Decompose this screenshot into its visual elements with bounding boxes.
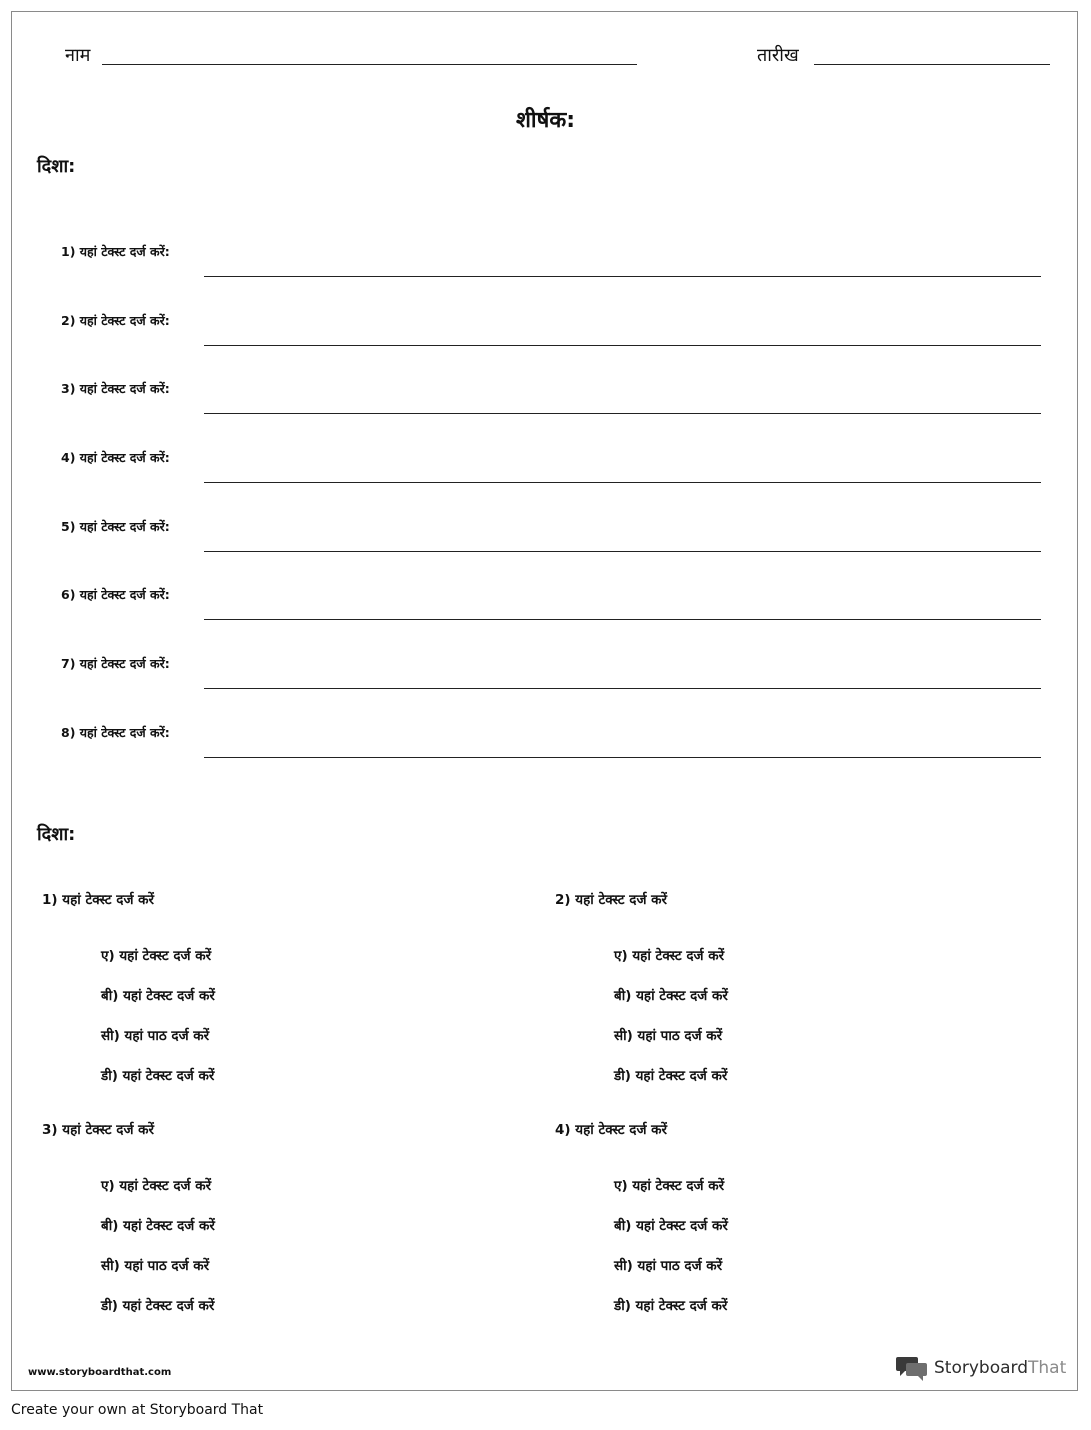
mc-question-label: 3) यहां टेक्स्ट दर्ज करें — [42, 1122, 155, 1138]
brand-name — [934, 1358, 1066, 1378]
answer-line[interactable] — [204, 482, 1041, 483]
mc-option[interactable]: बी) यहां टेक्स्ट दर्ज करें — [614, 988, 728, 1004]
question-label: 7) यहां टेक्स्ट दर्ज करें: — [61, 656, 170, 671]
question-label: 1) यहां टेक्स्ट दर्ज करें: — [61, 244, 170, 259]
mc-option[interactable]: बी) यहां टेक्स्ट दर्ज करें — [101, 1218, 215, 1234]
answer-line[interactable] — [204, 551, 1041, 552]
mc-option[interactable]: सी) यहां पाठ दर्ज करें — [101, 1258, 210, 1274]
mc-question-label: 4) यहां टेक्स्ट दर्ज करें — [555, 1122, 668, 1138]
answer-line[interactable] — [204, 757, 1041, 758]
answer-line[interactable] — [204, 276, 1041, 277]
mc-option[interactable]: ए) यहां टेक्स्ट दर्ज करें — [101, 948, 212, 964]
date-label: तारीख — [757, 45, 799, 66]
brand-name-dark: Storyboard — [934, 1358, 1028, 1378]
brand-name-light: That — [1028, 1358, 1067, 1378]
mc-option[interactable]: ए) यहां टेक्स्ट दर्ज करें — [614, 1178, 725, 1194]
speech-bubbles-icon — [896, 1354, 928, 1382]
answer-line[interactable] — [204, 345, 1041, 346]
storyboardthat-logo[interactable] — [896, 1354, 1066, 1382]
question-label: 3) यहां टेक्स्ट दर्ज करें: — [61, 381, 170, 396]
name-line[interactable] — [102, 64, 637, 65]
question-label: 4) यहां टेक्स्ट दर्ज करें: — [61, 450, 170, 465]
worksheet-page — [11, 11, 1078, 1391]
create-your-own-link[interactable]: Create your own at Storyboard That — [11, 1402, 264, 1418]
footer-url[interactable]: www.storyboardthat.com — [28, 1367, 172, 1378]
mc-option[interactable]: डी) यहां टेक्स्ट दर्ज करें — [614, 1298, 728, 1314]
mc-option[interactable]: बी) यहां टेक्स्ट दर्ज करें — [101, 988, 215, 1004]
answer-line[interactable] — [204, 413, 1041, 414]
question-label: 6) यहां टेक्स्ट दर्ज करें: — [61, 587, 170, 602]
mc-option[interactable]: डी) यहां टेक्स्ट दर्ज करें — [101, 1298, 215, 1314]
question-label: 8) यहां टेक्स्ट दर्ज करें: — [61, 725, 170, 740]
answer-line[interactable] — [204, 688, 1041, 689]
mc-option[interactable]: डी) यहां टेक्स्ट दर्ज करें — [614, 1068, 728, 1084]
section2-direction: दिशा: — [37, 824, 76, 845]
mc-option[interactable]: ए) यहां टेक्स्ट दर्ज करें — [614, 948, 725, 964]
mc-question-label: 1) यहां टेक्स्ट दर्ज करें — [42, 892, 155, 908]
name-label: नाम — [65, 45, 91, 66]
worksheet-title: शीर्षक: — [515, 108, 576, 133]
mc-option[interactable]: सी) यहां पाठ दर्ज करें — [101, 1028, 210, 1044]
date-line[interactable] — [814, 64, 1050, 65]
mc-option[interactable]: सी) यहां पाठ दर्ज करें — [614, 1258, 723, 1274]
question-label: 2) यहां टेक्स्ट दर्ज करें: — [61, 313, 170, 328]
mc-option[interactable]: सी) यहां पाठ दर्ज करें — [614, 1028, 723, 1044]
mc-option[interactable]: ए) यहां टेक्स्ट दर्ज करें — [101, 1178, 212, 1194]
mc-option[interactable]: बी) यहां टेक्स्ट दर्ज करें — [614, 1218, 728, 1234]
answer-line[interactable] — [204, 619, 1041, 620]
mc-option[interactable]: डी) यहां टेक्स्ट दर्ज करें — [101, 1068, 215, 1084]
mc-question-label: 2) यहां टेक्स्ट दर्ज करें — [555, 892, 668, 908]
question-label: 5) यहां टेक्स्ट दर्ज करें: — [61, 519, 170, 534]
section1-direction: दिशा: — [37, 156, 76, 177]
